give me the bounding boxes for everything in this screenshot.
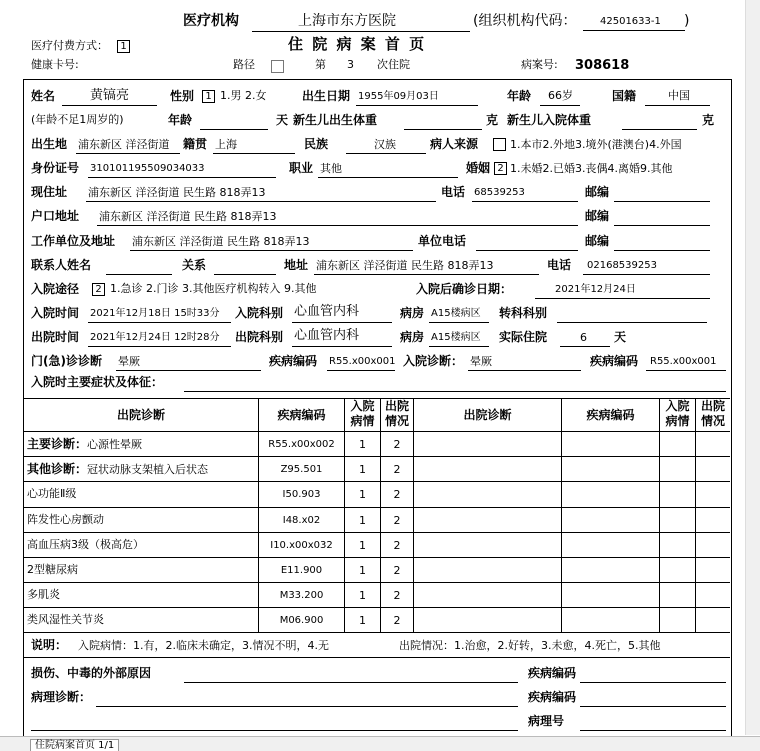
route-label: 入院途径 — [31, 282, 80, 296]
injury-code-label: 疾病编码 — [528, 666, 577, 680]
ward-label: 病房 — [400, 306, 425, 320]
note-out: 出院情况：1.治愈，2.好转，3.未愈，4.死亡，5.其他 — [399, 639, 661, 652]
th-discharge-dx-2: 出院诊断 — [463, 408, 512, 422]
dx-name: 阵发性心房颤动 — [27, 513, 104, 526]
payment-box[interactable]: 1 — [117, 40, 130, 53]
source-label: 病人来源 — [430, 137, 479, 151]
relation-label: 关系 — [182, 258, 207, 272]
health-card-label: 健康卡号: — [31, 58, 79, 71]
th-out-status: 出院情况 — [384, 399, 409, 428]
sex-options: 1.男 2.女 — [220, 89, 267, 102]
newborn-admit-weight-label: 新生儿入院体重 — [507, 113, 592, 127]
outpatient-dx: 晕厥 — [118, 355, 140, 368]
dx-out: 2 — [393, 614, 401, 627]
th-code: 疾病编码 — [277, 408, 326, 422]
native-value: 上海 — [215, 138, 237, 151]
dob-label: 出生日期 — [302, 89, 351, 103]
source-options: 1.本市2.外地3.境外(港澳台)4.外国 — [510, 138, 682, 151]
name-value: 黄镐亮 — [90, 88, 130, 103]
address-label: 现住址 — [31, 185, 68, 199]
case-no-label: 病案号: — [521, 58, 558, 71]
job-label: 职业 — [289, 161, 314, 175]
sheet-tabbar — [0, 736, 760, 751]
dx-name: 类风湿性关节炎 — [27, 613, 104, 626]
pathology-no-label: 病理号 — [528, 714, 565, 728]
dx-out: 2 — [393, 438, 401, 451]
dx-code: R55.x00x002 — [268, 439, 335, 450]
dx-name: 心功能Ⅱ级 — [27, 487, 77, 500]
address-value: 浦东新区 洋泾街道 民生路 818弄13 — [88, 186, 266, 199]
th-discharge-dx: 出院诊断 — [116, 408, 165, 422]
dx-admit: 1 — [359, 463, 366, 476]
admit-dept-label: 入院科别 — [235, 306, 284, 320]
outpatient-code: R55.x00x001 — [329, 356, 396, 367]
job-value: 其他 — [320, 162, 342, 175]
name-label: 姓名 — [31, 89, 56, 103]
ward-value: A15楼病区 — [431, 308, 481, 319]
other-dx-prefix: 其他诊断： — [27, 462, 88, 476]
pathway-checkbox[interactable] — [271, 60, 284, 73]
confirm-label: 入院后确诊日期： — [416, 282, 513, 296]
sheet-tab[interactable]: 住院病案首页 1/1 — [30, 739, 119, 751]
org-label: 医疗机构 — [183, 13, 239, 29]
th-admit-status-2: 入院病情 — [665, 399, 690, 428]
dx-code: I10.x00x032 — [270, 540, 333, 551]
note-admit: 入院病情：1.有，2.临床未确定，3.情况不明，4.无 — [78, 639, 329, 652]
confirm-date: 2021年12月24日 — [555, 284, 636, 295]
injury-label: 损伤、中毒的外部原因 — [31, 666, 152, 680]
contact-phone-label: 电话 — [547, 258, 572, 272]
dx-code: M33.200 — [279, 590, 324, 601]
admit-time: 2021年12月18日 15时33分 — [90, 308, 220, 319]
dx-admit: 1 — [359, 614, 366, 627]
contact-addr-value: 浦东新区 洋泾街道 民生路 818弄13 — [316, 259, 494, 272]
dx-code: I50.903 — [282, 489, 321, 500]
pathology-label: 病理诊断： — [31, 690, 92, 704]
phone-value: 68539253 — [474, 187, 525, 198]
dx-out: 2 — [393, 514, 401, 527]
ethnicity-value: 汉族 — [374, 138, 396, 151]
dx-out: 2 — [393, 488, 401, 501]
note-label: 说明： — [31, 638, 68, 652]
work-label: 工作单位及地址 — [31, 234, 116, 248]
admit-dx-label: 入院诊断： — [403, 354, 464, 368]
gram-label: 克 — [486, 113, 499, 127]
discharge-dept: 心血管内科 — [294, 328, 360, 343]
admit-prefix: 第 — [315, 58, 326, 71]
stay-days: 6 — [580, 331, 587, 344]
dx-admit: 1 — [359, 488, 366, 501]
dx-code: I48.x02 — [282, 515, 321, 526]
dx-out: 2 — [393, 564, 401, 577]
org-code-label: (组织机构代码： — [473, 13, 577, 29]
household-label: 户口地址 — [31, 209, 80, 223]
nationality-value: 中国 — [668, 89, 690, 102]
th-admit-status: 入院病情 — [350, 399, 375, 428]
table-row — [27, 461, 208, 478]
dx-admit: 1 — [359, 438, 366, 451]
dx-admit: 1 — [359, 589, 366, 602]
admit-time-label: 入院时间 — [31, 306, 80, 320]
route-box[interactable]: 2 — [92, 283, 105, 296]
symptoms-label: 入院时主要症状及体征： — [31, 375, 164, 389]
discharge-time: 2021年12月24日 12时28分 — [90, 332, 220, 343]
zip-label-2: 邮编 — [585, 209, 610, 223]
birthplace-label: 出生地 — [31, 137, 68, 151]
case-no: 308618 — [575, 58, 630, 73]
th-out-status-2: 出院情况 — [700, 399, 725, 428]
dx-name: 心源性晕厥 — [87, 438, 143, 451]
dx-code: E11.900 — [280, 565, 323, 576]
age-label: 年龄 — [507, 89, 532, 103]
household-value: 浦东新区 洋泾街道 民生路 818弄13 — [99, 210, 277, 223]
payment-label: 医疗付费方式： — [31, 39, 108, 52]
contact-label: 联系人姓名 — [31, 258, 92, 272]
dx-name: 多肌炎 — [27, 588, 60, 601]
discharge-dept-label: 出院科别 — [235, 330, 284, 344]
table-row — [27, 436, 142, 453]
admit-dept: 心血管内科 — [294, 304, 360, 319]
code-label-2: 疾病编码 — [590, 354, 639, 368]
ward-value-2: A15楼病区 — [431, 332, 481, 343]
org-code: 42501633-1 — [600, 16, 661, 27]
pathology-code-label: 疾病编码 — [528, 690, 577, 704]
nationality-label: 国籍 — [612, 89, 637, 103]
marital-options: 1.未婚2.已婚3.丧偶4.离婚9.其他 — [510, 162, 673, 175]
dx-code: Z95.501 — [280, 464, 323, 475]
day-label: 天 — [276, 113, 289, 127]
dx-name: 2型糖尿病 — [27, 563, 78, 576]
sex-box[interactable]: 1 — [202, 90, 215, 103]
th-code-2: 疾病编码 — [586, 408, 635, 422]
ward-label-2: 病房 — [400, 330, 425, 344]
dx-admit: 1 — [359, 514, 366, 527]
transfer-label: 转科科别 — [499, 306, 548, 320]
ethnicity-label: 民族 — [304, 137, 329, 151]
dx-out: 2 — [393, 463, 401, 476]
org-code-close: ) — [684, 13, 690, 29]
source-checkbox[interactable] — [493, 138, 506, 151]
work-phone-label: 单位电话 — [418, 234, 467, 248]
page-title: 住 院 病 案 首 页 — [288, 35, 427, 53]
vertical-scrollbar[interactable] — [745, 0, 760, 735]
zip-label: 邮编 — [585, 185, 610, 199]
age-value: 66岁 — [548, 89, 573, 102]
work-value: 浦东新区 洋泾街道 民生路 818弄13 — [132, 235, 310, 248]
dx-out: 2 — [393, 539, 401, 552]
gram-label-2: 克 — [702, 113, 715, 127]
dx-admit: 1 — [359, 564, 366, 577]
dx-out: 2 — [393, 589, 401, 602]
zip-label-3: 邮编 — [585, 234, 610, 248]
sex-label: 性别 — [170, 89, 195, 103]
admit-code: R55.x00x001 — [650, 356, 717, 367]
marital-box[interactable]: 2 — [494, 162, 507, 175]
main-dx-prefix: 主要诊断： — [27, 437, 88, 451]
dx-name: 高血压病3级（极高危） — [27, 538, 144, 551]
contact-phone-value: 02168539253 — [587, 260, 657, 271]
admit-count: 3 — [347, 58, 354, 71]
org-name: 上海市东方医院 — [298, 13, 396, 29]
birthplace-value: 浦东新区 洋泾街道 — [78, 138, 170, 151]
route-options: 1.急诊 2.门诊 3.其他医疗机构转入 9.其他 — [110, 282, 317, 295]
stay-unit: 天 — [614, 330, 627, 344]
marital-label: 婚姻 — [466, 161, 491, 175]
dx-code: M06.900 — [279, 615, 324, 626]
pathway-label: 路径 — [233, 58, 255, 71]
admit-suffix: 次住院 — [377, 58, 410, 71]
infant-age-label: (年龄不足1周岁的) — [31, 113, 124, 126]
admit-dx: 晕厥 — [470, 355, 492, 368]
discharge-time-label: 出院时间 — [31, 330, 80, 344]
infant-age-unit: 年龄 — [168, 113, 193, 127]
contact-addr-label: 地址 — [284, 258, 309, 272]
id-label: 身份证号 — [31, 161, 80, 175]
id-value: 310101195509034033 — [90, 163, 205, 174]
code-label: 疾病编码 — [269, 354, 318, 368]
phone-label: 电话 — [441, 185, 466, 199]
newborn-weight-label: 新生儿出生体重 — [293, 113, 378, 127]
dx-admit: 1 — [359, 539, 366, 552]
stay-label: 实际住院 — [499, 330, 548, 344]
native-label: 籍贯 — [183, 137, 208, 151]
outpatient-dx-label: 门(急)诊诊断 — [31, 354, 102, 368]
dx-name: 冠状动脉支架植入后状态 — [87, 463, 209, 476]
dob-value: 1955年09月03日 — [358, 91, 439, 102]
